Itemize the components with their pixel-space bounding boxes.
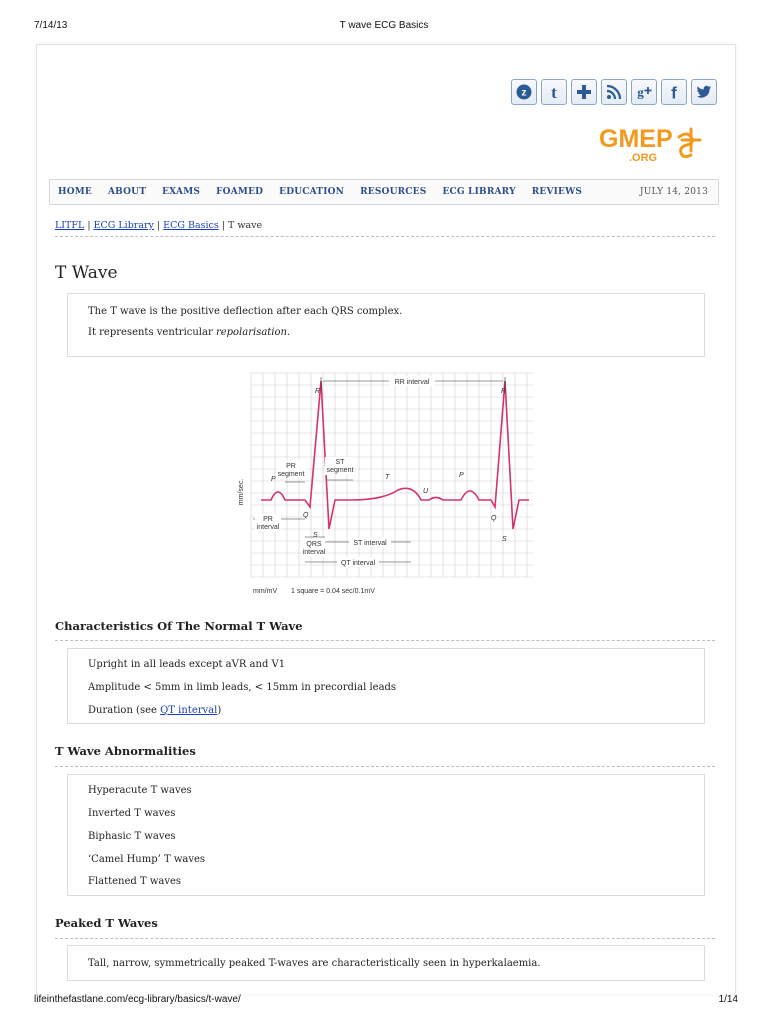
breadcrumb: [55, 220, 262, 231]
ecg-label-st-interval: ST interval: [353, 540, 387, 547]
logo-sub: .ORG: [629, 152, 658, 164]
svg-text:g: g: [637, 84, 644, 100]
main-nav: [49, 179, 719, 205]
intro-line-1: The T wave is the positive deflection after each QRS complex.: [88, 306, 403, 317]
ecg-label-s2: S: [502, 536, 507, 543]
intro-line-2-prefix: It represents ventricular: [88, 327, 216, 338]
ecg-label-q2: Q: [491, 515, 497, 522]
nav-item-education[interactable]: EDUCATION: [279, 187, 345, 197]
section-heading-characteristics: Characteristics Of The Normal T Wave: [55, 619, 303, 633]
ecg-label-pr-segment-2: segment: [277, 471, 305, 478]
peaked-box: [67, 945, 705, 981]
qt-interval-link[interactable]: QT interval: [160, 705, 218, 716]
divider: [55, 938, 715, 939]
ecg-label-r1: R: [315, 388, 321, 395]
list-item: Amplitude < 5mm in limb leads, < 15mm in precordial leads: [88, 682, 397, 693]
list-item: ‘Camel Hump’ T waves: [88, 854, 206, 865]
nav-item-exams[interactable]: EXAMS: [162, 187, 201, 197]
breadcrumb-ecg-library[interactable]: ECG Library: [93, 220, 154, 231]
intro-line-2: [88, 327, 290, 338]
nav-item-resources[interactable]: RESOURCES: [360, 187, 427, 197]
print-footer: [0, 994, 768, 1024]
ecg-caption-left: mm/mV: [253, 588, 278, 595]
abnormalities-box: [67, 774, 705, 896]
tumblr-icon[interactable]: [541, 79, 567, 105]
ecg-label-qrs-interval-1: QRS: [306, 541, 322, 548]
nav-item-foamed[interactable]: FOAMED: [216, 187, 264, 197]
ecg-label-u: U: [423, 488, 429, 495]
print-page-number: 1/14: [718, 994, 738, 1005]
paragraph: Tall, narrow, symmetrically peaked T-waves are characteristically seen in hyperkalaemia.: [88, 958, 541, 969]
ecg-ylabel-text: mm/sec.: [238, 478, 245, 506]
divider: [55, 640, 715, 641]
medical-cross-icon[interactable]: [571, 79, 597, 105]
print-title: T wave ECG Basics: [339, 20, 429, 31]
ecg-label-pr-segment-1: PR: [286, 463, 296, 470]
svg-text:f: f: [671, 83, 677, 101]
breadcrumb-separator: |: [153, 220, 164, 231]
breadcrumb-litfl[interactable]: LITFL: [55, 220, 85, 231]
ecg-label-q1: Q: [303, 512, 309, 519]
ecg-label-p2: P: [459, 472, 464, 479]
print-url: lifeinthefastlane.com/ecg-library/basics/t-wave/: [34, 994, 241, 1005]
ecg-label-qrs-interval-2: interval: [302, 549, 326, 556]
ecg-diagram: [233, 367, 539, 599]
svg-text:t: t: [551, 83, 557, 101]
page-frame: [36, 44, 736, 994]
social-icons: [511, 79, 717, 105]
facebook-icon[interactable]: [661, 79, 687, 105]
breadcrumb-separator: |: [84, 220, 94, 231]
ecg-caption-right: 1 square = 0.04 sec/0.1mV: [291, 588, 375, 595]
intro-box: [67, 293, 705, 357]
svg-text:z: z: [521, 87, 527, 99]
page-title: T Wave: [55, 263, 118, 283]
nav-item-ecg-library[interactable]: ECG LIBRARY: [442, 187, 516, 197]
list-item: Upright in all leads except aVR and V1: [88, 659, 286, 670]
characteristics-box: [67, 648, 705, 724]
list-item: Inverted T waves: [88, 808, 176, 819]
ecg-label-pr-interval-2: interval: [256, 524, 280, 531]
ecg-label-rr-interval: RR interval: [394, 379, 430, 386]
ecg-label-t: T: [385, 474, 390, 481]
print-date: 7/14/13: [34, 20, 68, 31]
duration-suffix: ): [217, 705, 222, 716]
ecg-label-st-segment-1: ST: [335, 459, 345, 466]
nav-date: JULY 14, 2013: [639, 187, 708, 197]
ecg-label-s1: S: [313, 532, 318, 539]
ecg-label-pr-interval-1: PR: [263, 516, 273, 523]
ecg-label-qt-interval: QT interval: [340, 560, 376, 567]
intro-line-2-emphasis: repolarisation: [215, 327, 287, 338]
breadcrumb-separator: |: [218, 220, 228, 231]
logo-main: GMEP: [599, 125, 673, 153]
twitter-icon[interactable]: [691, 79, 717, 105]
list-item: [88, 705, 221, 716]
list-item: Flattened T waves: [88, 876, 182, 887]
ecg-label-p1: P: [271, 476, 276, 483]
duration-prefix: Duration (see: [88, 705, 161, 716]
divider: [55, 766, 715, 767]
list-item: Hyperacute T waves: [88, 785, 192, 796]
breadcrumb-ecg-basics[interactable]: ECG Basics: [163, 220, 219, 231]
divider: [55, 236, 715, 237]
section-heading-peaked: Peaked T Waves: [55, 916, 158, 930]
nav-item-home[interactable]: HOME: [58, 187, 92, 197]
gmep-logo[interactable]: [579, 123, 709, 165]
zenfolio-icon[interactable]: [511, 79, 537, 105]
rss-icon[interactable]: [601, 79, 627, 105]
ecg-label-st-segment-2: segment: [326, 467, 354, 474]
nav-item-about[interactable]: ABOUT: [107, 187, 147, 197]
ecg-label-r2: R: [501, 388, 507, 395]
google-plus-icon[interactable]: [631, 79, 657, 105]
list-item: Biphasic T waves: [88, 831, 176, 842]
nav-item-reviews[interactable]: REVIEWS: [531, 187, 583, 197]
intro-line-2-suffix: .: [286, 327, 291, 338]
section-heading-abnormalities: T Wave Abnormalities: [55, 744, 196, 758]
print-header: [0, 0, 768, 40]
breadcrumb-current: T wave: [228, 220, 263, 231]
